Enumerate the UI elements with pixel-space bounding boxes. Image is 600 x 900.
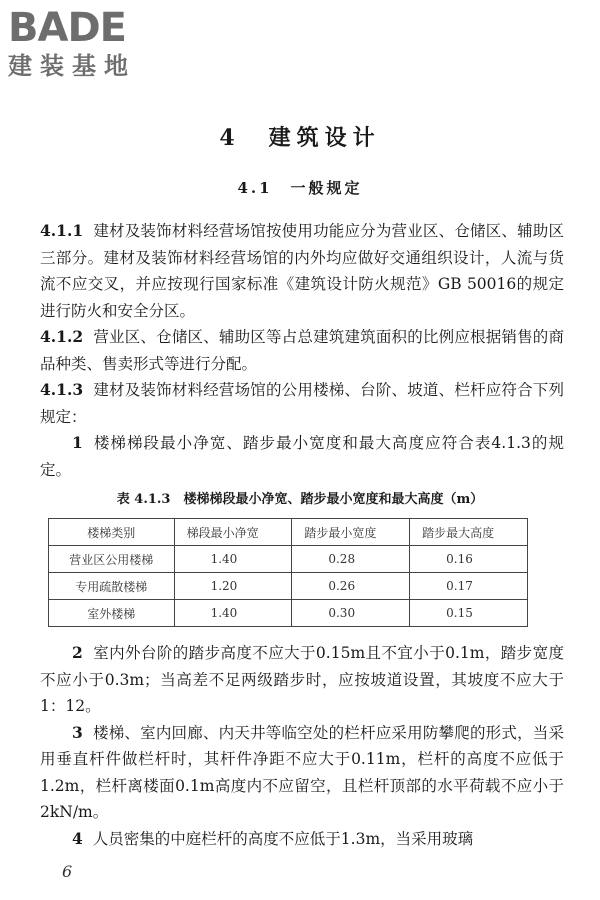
table-header-cell: 踏步最小宽度 bbox=[292, 519, 410, 546]
table-header-cell: 踏步最大高度 bbox=[410, 519, 528, 546]
table-cell: 1.40 bbox=[174, 546, 292, 573]
page-number: 6 bbox=[62, 862, 73, 881]
clause-text: 建材及装饰材料经营场馆按使用功能应分为营业区、仓储区、辅助区三部分。建材及装饰材料经营场馆的内外均应做好交通组织设计，人流与货流不应交叉，并应按现行国家标准《建筑设计防火规范》GB 50016的规定进行防火和安全分区。 bbox=[40, 222, 564, 320]
table-cell: 1.40 bbox=[174, 600, 292, 627]
brand-logo-letters: BADE bbox=[8, 5, 126, 51]
table-cell: 0.30 bbox=[292, 600, 410, 627]
item-number: 4 bbox=[72, 828, 83, 848]
item-text: 楼梯梯段最小净宽、踏步最小宽度和最大高度应符合表4.1.3的规定。 bbox=[40, 434, 564, 479]
table-header-cell: 楼梯类别 bbox=[49, 519, 175, 546]
table-row bbox=[49, 600, 528, 627]
chapter-title: 4 建筑设计 bbox=[219, 125, 381, 151]
clause-paragraph bbox=[40, 218, 564, 324]
body-top bbox=[40, 218, 564, 483]
clause-text: 建材及装饰材料经营场馆的公用楼梯、台阶、坡道、栏杆应符合下列规定： bbox=[40, 381, 564, 426]
item-text: 室内外台阶的踏步高度不应大于0.15m且不宜小于0.1m，踏步宽度不应小于0.3m；当高差不足两级踏步时，应按坡道设置，其坡度不应大于1：12。 bbox=[40, 644, 564, 715]
table-header-row bbox=[49, 519, 528, 546]
item-paragraph bbox=[40, 640, 564, 720]
clause-paragraph bbox=[40, 324, 564, 377]
clause-paragraph bbox=[40, 377, 564, 430]
item-text: 人员密集的中庭栏杆的高度不应低于1.3m，当采用玻璃 bbox=[92, 829, 474, 848]
table-header-cell: 梯段最小净宽 bbox=[174, 519, 292, 546]
table-cell: 0.28 bbox=[292, 546, 410, 573]
clause-number: 4.1.1 bbox=[40, 221, 84, 240]
table-cell: 0.16 bbox=[410, 546, 528, 573]
item-number: 1 bbox=[72, 433, 83, 452]
table-cell: 专用疏散楼梯 bbox=[49, 573, 175, 600]
brand-logo bbox=[8, 6, 178, 80]
table-cell: 0.26 bbox=[292, 573, 410, 600]
clause-number: 4.1.3 bbox=[40, 380, 84, 399]
item-paragraph bbox=[40, 720, 564, 826]
clause-number: 4.1.2 bbox=[40, 327, 84, 346]
item-paragraph bbox=[40, 826, 564, 853]
clause-text: 营业区、仓储区、辅助区等占总建筑建筑面积的比例应根据销售的商品种类、售卖形式等进行分配。 bbox=[40, 328, 564, 373]
brand-logo-subtitle: 建装基地 bbox=[8, 52, 136, 80]
table-cell: 0.15 bbox=[410, 600, 528, 627]
table-cell: 室外楼梯 bbox=[49, 600, 175, 627]
item-number: 2 bbox=[72, 643, 83, 662]
item-text: 楼梯、室内回廊、内天井等临空处的栏杆应采用防攀爬的形式，当采用垂直杆件做栏杆时，其杆件净距不应大于0.11m，栏杆的高度不应低于1.2m，栏杆离楼面0.1m高度内不应留空，且栏杆顶部的水平荷载不应小于2kN/m。 bbox=[40, 723, 564, 821]
section-title: 4.1 一般规定 bbox=[237, 179, 363, 197]
table-cell: 0.17 bbox=[410, 573, 528, 600]
stair-spec-table bbox=[48, 518, 528, 627]
brand-logo-wordmark bbox=[8, 6, 178, 50]
body-bottom bbox=[40, 640, 564, 852]
table-row bbox=[49, 573, 528, 600]
item-paragraph bbox=[40, 430, 564, 483]
table-cell: 营业区公用楼梯 bbox=[49, 546, 175, 573]
item-number: 3 bbox=[72, 722, 83, 742]
table-row bbox=[49, 546, 528, 573]
table-caption: 表 4.1.3 楼梯梯段最小净宽、踏步最小宽度和最大高度（m） bbox=[116, 492, 484, 507]
table-cell: 1.20 bbox=[174, 573, 292, 600]
